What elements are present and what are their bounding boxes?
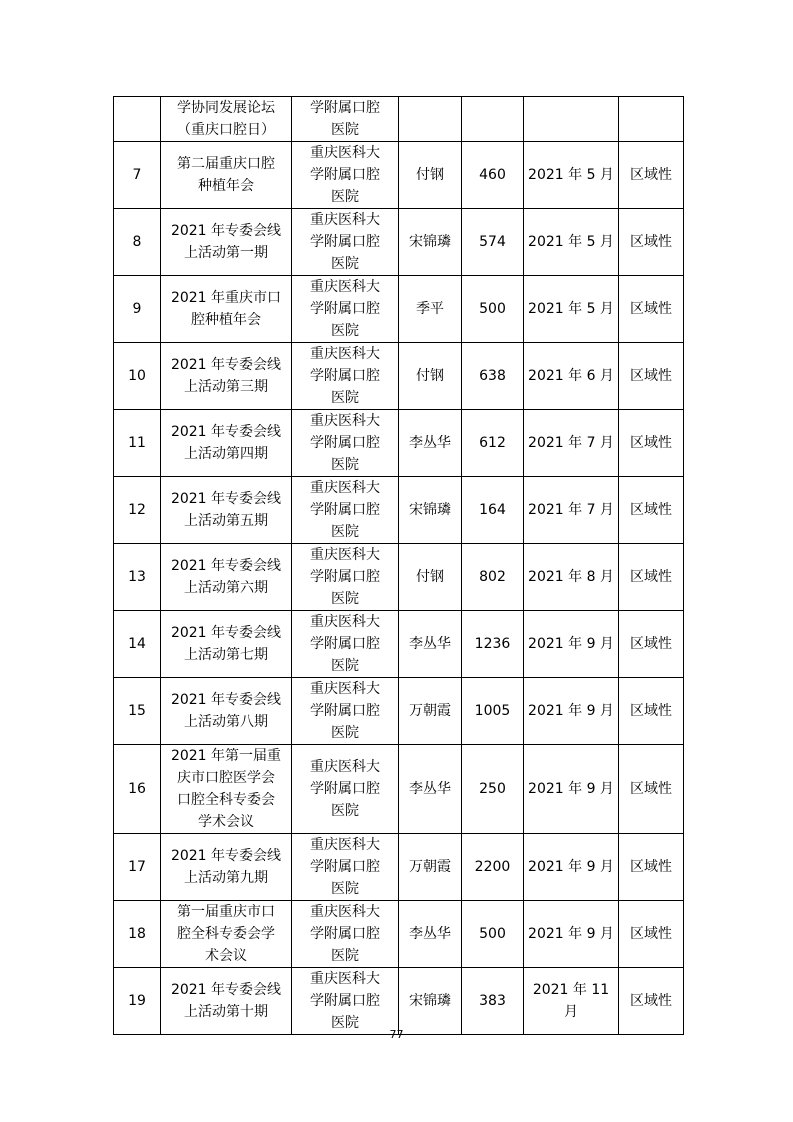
cell-name: 2021 年专委会线 上活动第六期 [161,544,292,611]
meetings-table [113,96,684,1035]
cell-unit: 重庆医科大 学附属口腔 医院 [292,678,399,745]
cell-person: 李丛华 [399,745,462,834]
cell-type [619,97,684,142]
cell-date: 2021 年 9 月 [524,678,619,745]
cell-no: 16 [114,745,161,834]
cell-person: 李丛华 [399,410,462,477]
cell-type: 区域性 [619,410,684,477]
cell-count: 1005 [462,678,524,745]
cell-date: 2021 年 11 月 [524,968,619,1035]
table-row [114,343,684,410]
cell-type: 区域性 [619,968,684,1035]
cell-name: 学协同发展论坛 （重庆口腔日） [161,97,292,142]
cell-date: 2021 年 5 月 [524,276,619,343]
table-row [114,968,684,1035]
table-row [114,142,684,209]
cell-person: 季平 [399,276,462,343]
cell-person: 宋锦璘 [399,209,462,276]
cell-count [462,97,524,142]
cell-date: 2021 年 9 月 [524,745,619,834]
cell-date: 2021 年 8 月 [524,544,619,611]
cell-type: 区域性 [619,745,684,834]
cell-type: 区域性 [619,678,684,745]
cell-no: 18 [114,901,161,968]
cell-type: 区域性 [619,834,684,901]
table-row [114,901,684,968]
cell-unit: 重庆医科大 学附属口腔 医院 [292,410,399,477]
cell-no: 12 [114,477,161,544]
cell-no: 11 [114,410,161,477]
cell-unit: 重庆医科大 学附属口腔 医院 [292,901,399,968]
cell-name: 2021 年专委会线 上活动第三期 [161,343,292,410]
cell-no [114,97,161,142]
cell-person: 付钢 [399,544,462,611]
cell-type: 区域性 [619,142,684,209]
table-row [114,745,684,834]
cell-unit: 重庆医科大 学附属口腔 医院 [292,834,399,901]
cell-unit: 重庆医科大 学附属口腔 医院 [292,142,399,209]
cell-no: 13 [114,544,161,611]
cell-date: 2021 年 5 月 [524,142,619,209]
cell-person: 付钢 [399,343,462,410]
cell-no: 10 [114,343,161,410]
cell-unit: 重庆医科大 学附属口腔 医院 [292,477,399,544]
cell-count: 250 [462,745,524,834]
cell-name: 2021 年专委会线 上活动第七期 [161,611,292,678]
cell-date: 2021 年 7 月 [524,410,619,477]
cell-unit: 重庆医科大 学附属口腔 医院 [292,544,399,611]
cell-type: 区域性 [619,901,684,968]
table-row [114,209,684,276]
cell-name: 第一届重庆市口 腔全科专委会学 术会议 [161,901,292,968]
cell-count: 612 [462,410,524,477]
table-row [114,834,684,901]
cell-name: 2021 年专委会线 上活动第十期 [161,968,292,1035]
cell-person: 万朝霞 [399,834,462,901]
cell-unit: 重庆医科大 学附属口腔 医院 [292,343,399,410]
cell-type: 区域性 [619,209,684,276]
cell-unit: 重庆医科大 学附属口腔 医院 [292,745,399,834]
cell-name: 2021 年重庆市口 腔种植年会 [161,276,292,343]
cell-no: 17 [114,834,161,901]
table-row [114,410,684,477]
table-row [114,678,684,745]
cell-unit: 重庆医科大 学附属口腔 医院 [292,276,399,343]
cell-name: 2021 年专委会线 上活动第九期 [161,834,292,901]
cell-person [399,97,462,142]
cell-type: 区域性 [619,477,684,544]
cell-type: 区域性 [619,544,684,611]
cell-no: 15 [114,678,161,745]
cell-date: 2021 年 7 月 [524,477,619,544]
table-row [114,477,684,544]
cell-person: 万朝霞 [399,678,462,745]
cell-name: 2021 年第一届重 庆市口腔医学会 口腔全科专委会 学术会议 [161,745,292,834]
cell-count: 574 [462,209,524,276]
cell-unit: 学附属口腔 医院 [292,97,399,142]
cell-count: 2200 [462,834,524,901]
cell-no: 7 [114,142,161,209]
cell-type: 区域性 [619,611,684,678]
cell-no: 14 [114,611,161,678]
cell-unit: 重庆医科大 学附属口腔 医院 [292,968,399,1035]
cell-no: 9 [114,276,161,343]
table-row [114,97,684,142]
cell-person: 宋锦璘 [399,477,462,544]
cell-name: 2021 年专委会线 上活动第五期 [161,477,292,544]
cell-date: 2021 年 9 月 [524,901,619,968]
cell-name: 2021 年专委会线 上活动第一期 [161,209,292,276]
table-row [114,611,684,678]
cell-person: 李丛华 [399,611,462,678]
meetings-table-body [114,97,684,1035]
cell-count: 383 [462,968,524,1035]
cell-count: 164 [462,477,524,544]
cell-count: 460 [462,142,524,209]
cell-count: 500 [462,276,524,343]
cell-date [524,97,619,142]
cell-person: 宋锦璘 [399,968,462,1035]
table-row [114,544,684,611]
cell-name: 2021 年专委会线 上活动第八期 [161,678,292,745]
cell-date: 2021 年 9 月 [524,834,619,901]
cell-name: 2021 年专委会线 上活动第四期 [161,410,292,477]
cell-no: 8 [114,209,161,276]
cell-count: 802 [462,544,524,611]
cell-date: 2021 年 9 月 [524,611,619,678]
cell-count: 500 [462,901,524,968]
cell-name: 第二届重庆口腔 种植年会 [161,142,292,209]
cell-date: 2021 年 5 月 [524,209,619,276]
cell-type: 区域性 [619,276,684,343]
table-row [114,276,684,343]
cell-count: 638 [462,343,524,410]
cell-person: 付钢 [399,142,462,209]
cell-person: 李丛华 [399,901,462,968]
cell-count: 1236 [462,611,524,678]
cell-no: 19 [114,968,161,1035]
cell-unit: 重庆医科大 学附属口腔 医院 [292,209,399,276]
cell-type: 区域性 [619,343,684,410]
cell-unit: 重庆医科大 学附属口腔 医院 [292,611,399,678]
page-number: 77 [389,1028,404,1041]
cell-date: 2021 年 6 月 [524,343,619,410]
